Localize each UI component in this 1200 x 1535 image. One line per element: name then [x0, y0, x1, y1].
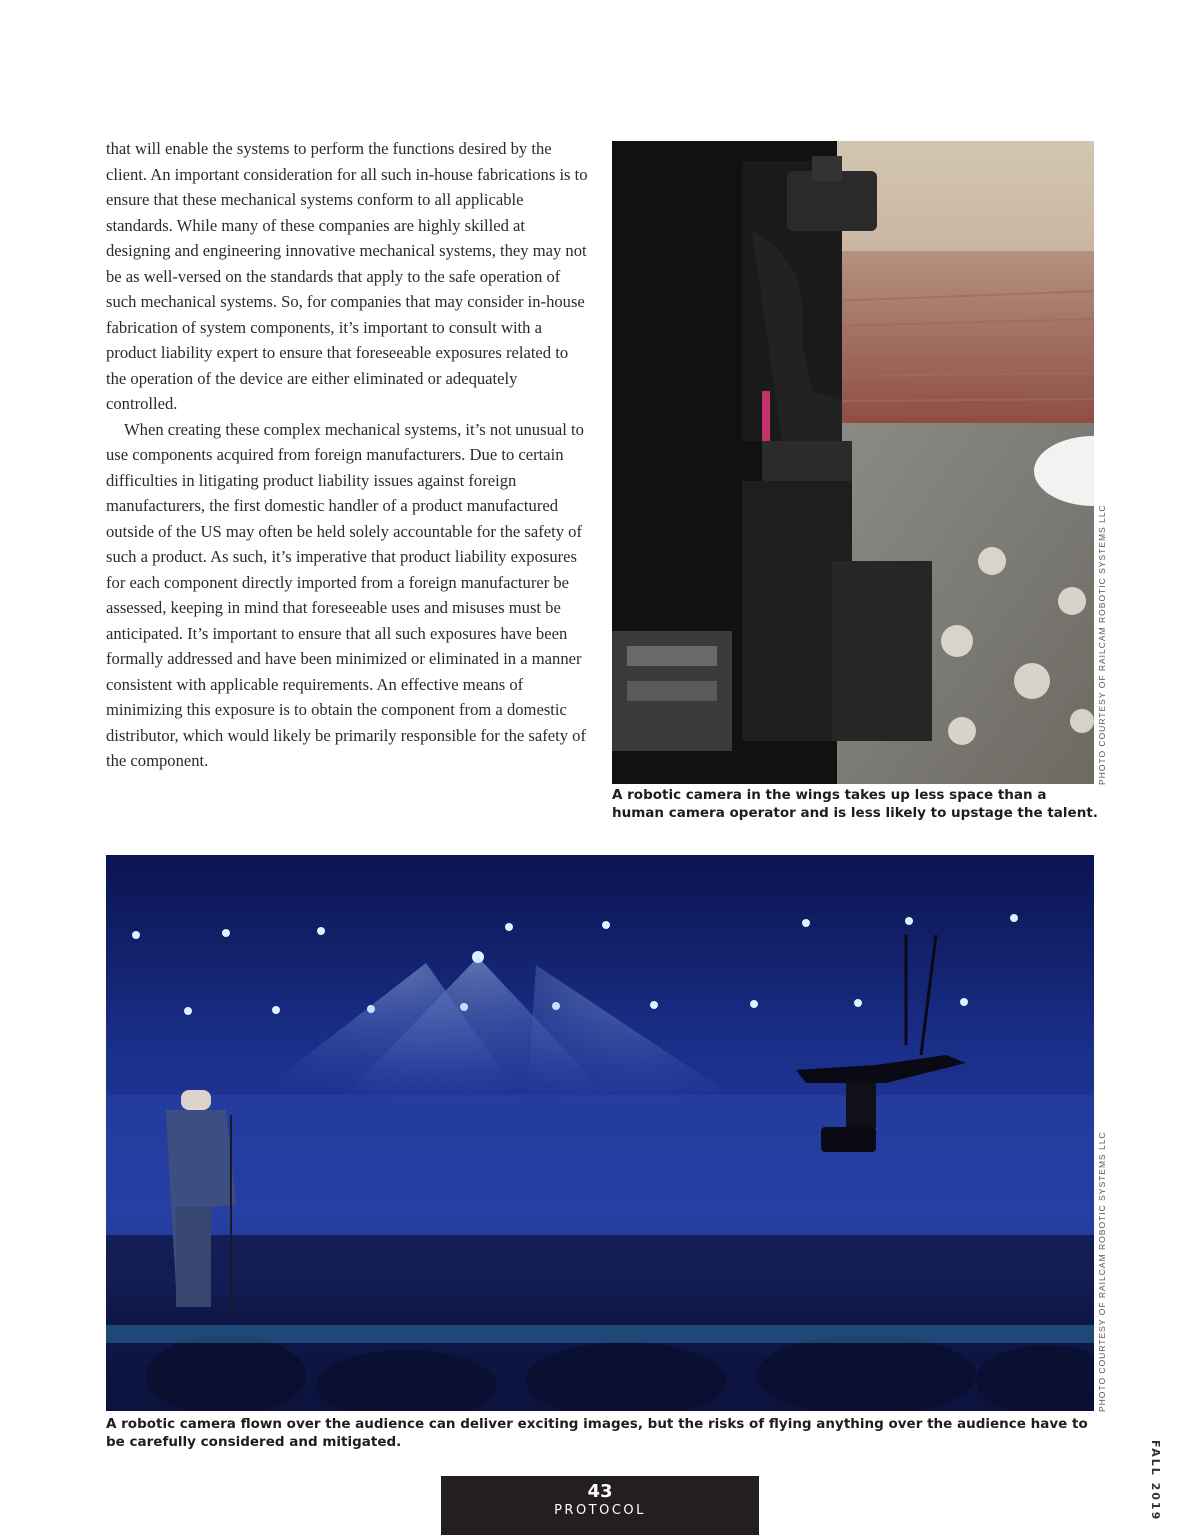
photo-illustration	[106, 855, 1094, 1411]
page-number: 43	[587, 1481, 613, 1502]
page-footer	[441, 1476, 759, 1535]
photo-credit: PHOTO COURTESY OF RAILCAM ROBOTIC SYSTEMS LLC	[1097, 1131, 1107, 1412]
photo-robotic-camera-wings	[612, 141, 1094, 784]
publication-name: PROTOCOL	[554, 1503, 646, 1518]
photo-caption: A robotic camera in the wings takes up less space than a human camera operator and is less likely to upstage the talent.	[612, 787, 1098, 821]
issue-label: FALL 2019	[1149, 1440, 1162, 1522]
photo-flown-camera-audience	[106, 855, 1094, 1411]
article-body	[106, 136, 590, 774]
photo-caption: A robotic camera flown over the audience can deliver exciting images, but the risks of flying anything over the audience have to be carefully considered and mitigated.	[106, 1416, 1088, 1450]
article-paragraph: that will enable the systems to perform the functions desired by the client. An important consideration for all such in-house fabrications is to ensure that these mechanical systems conform to all applicable standards. While many of these companies are highly skilled at designing and engineering innovative mechanical systems, they may not be as well-versed on the standards that apply to the safe operation of such mechanical systems. So, for companies that may consider in-house fabrication of system components, it’s important to consult with a product liability expert to ensure that foreseeable exposures related to the operation of the device are either eliminated or adequately controlled.	[106, 139, 588, 413]
photo-credit: PHOTO COURTESY OF RAILCAM ROBOTIC SYSTEMS LLC	[1097, 504, 1107, 785]
article-paragraph: When creating these complex mechanical systems, it’s not unusual to use components acquired from foreign manufacturers. Due to certain difficulties in litigating product liability issues against foreign manufacturers, the first domestic handler of a product manufactured outside of the US may often be held solely accountable for the safety of such a product. As such, it’s imperative that product liability exposures for each component directly imported from a foreign manufacturer be assessed, keeping in mind that foreseeable uses and misuses must be anticipated. It’s important to ensure that all such exposures have been formally addressed and have been minimized or eliminated in a manner consistent with applicable requirements. An effective means of minimizing this exposure is to obtain the component from a domestic distributor, which would likely be primarily responsible for the safety of the component.	[106, 419, 586, 770]
photo-illustration	[612, 141, 1094, 784]
